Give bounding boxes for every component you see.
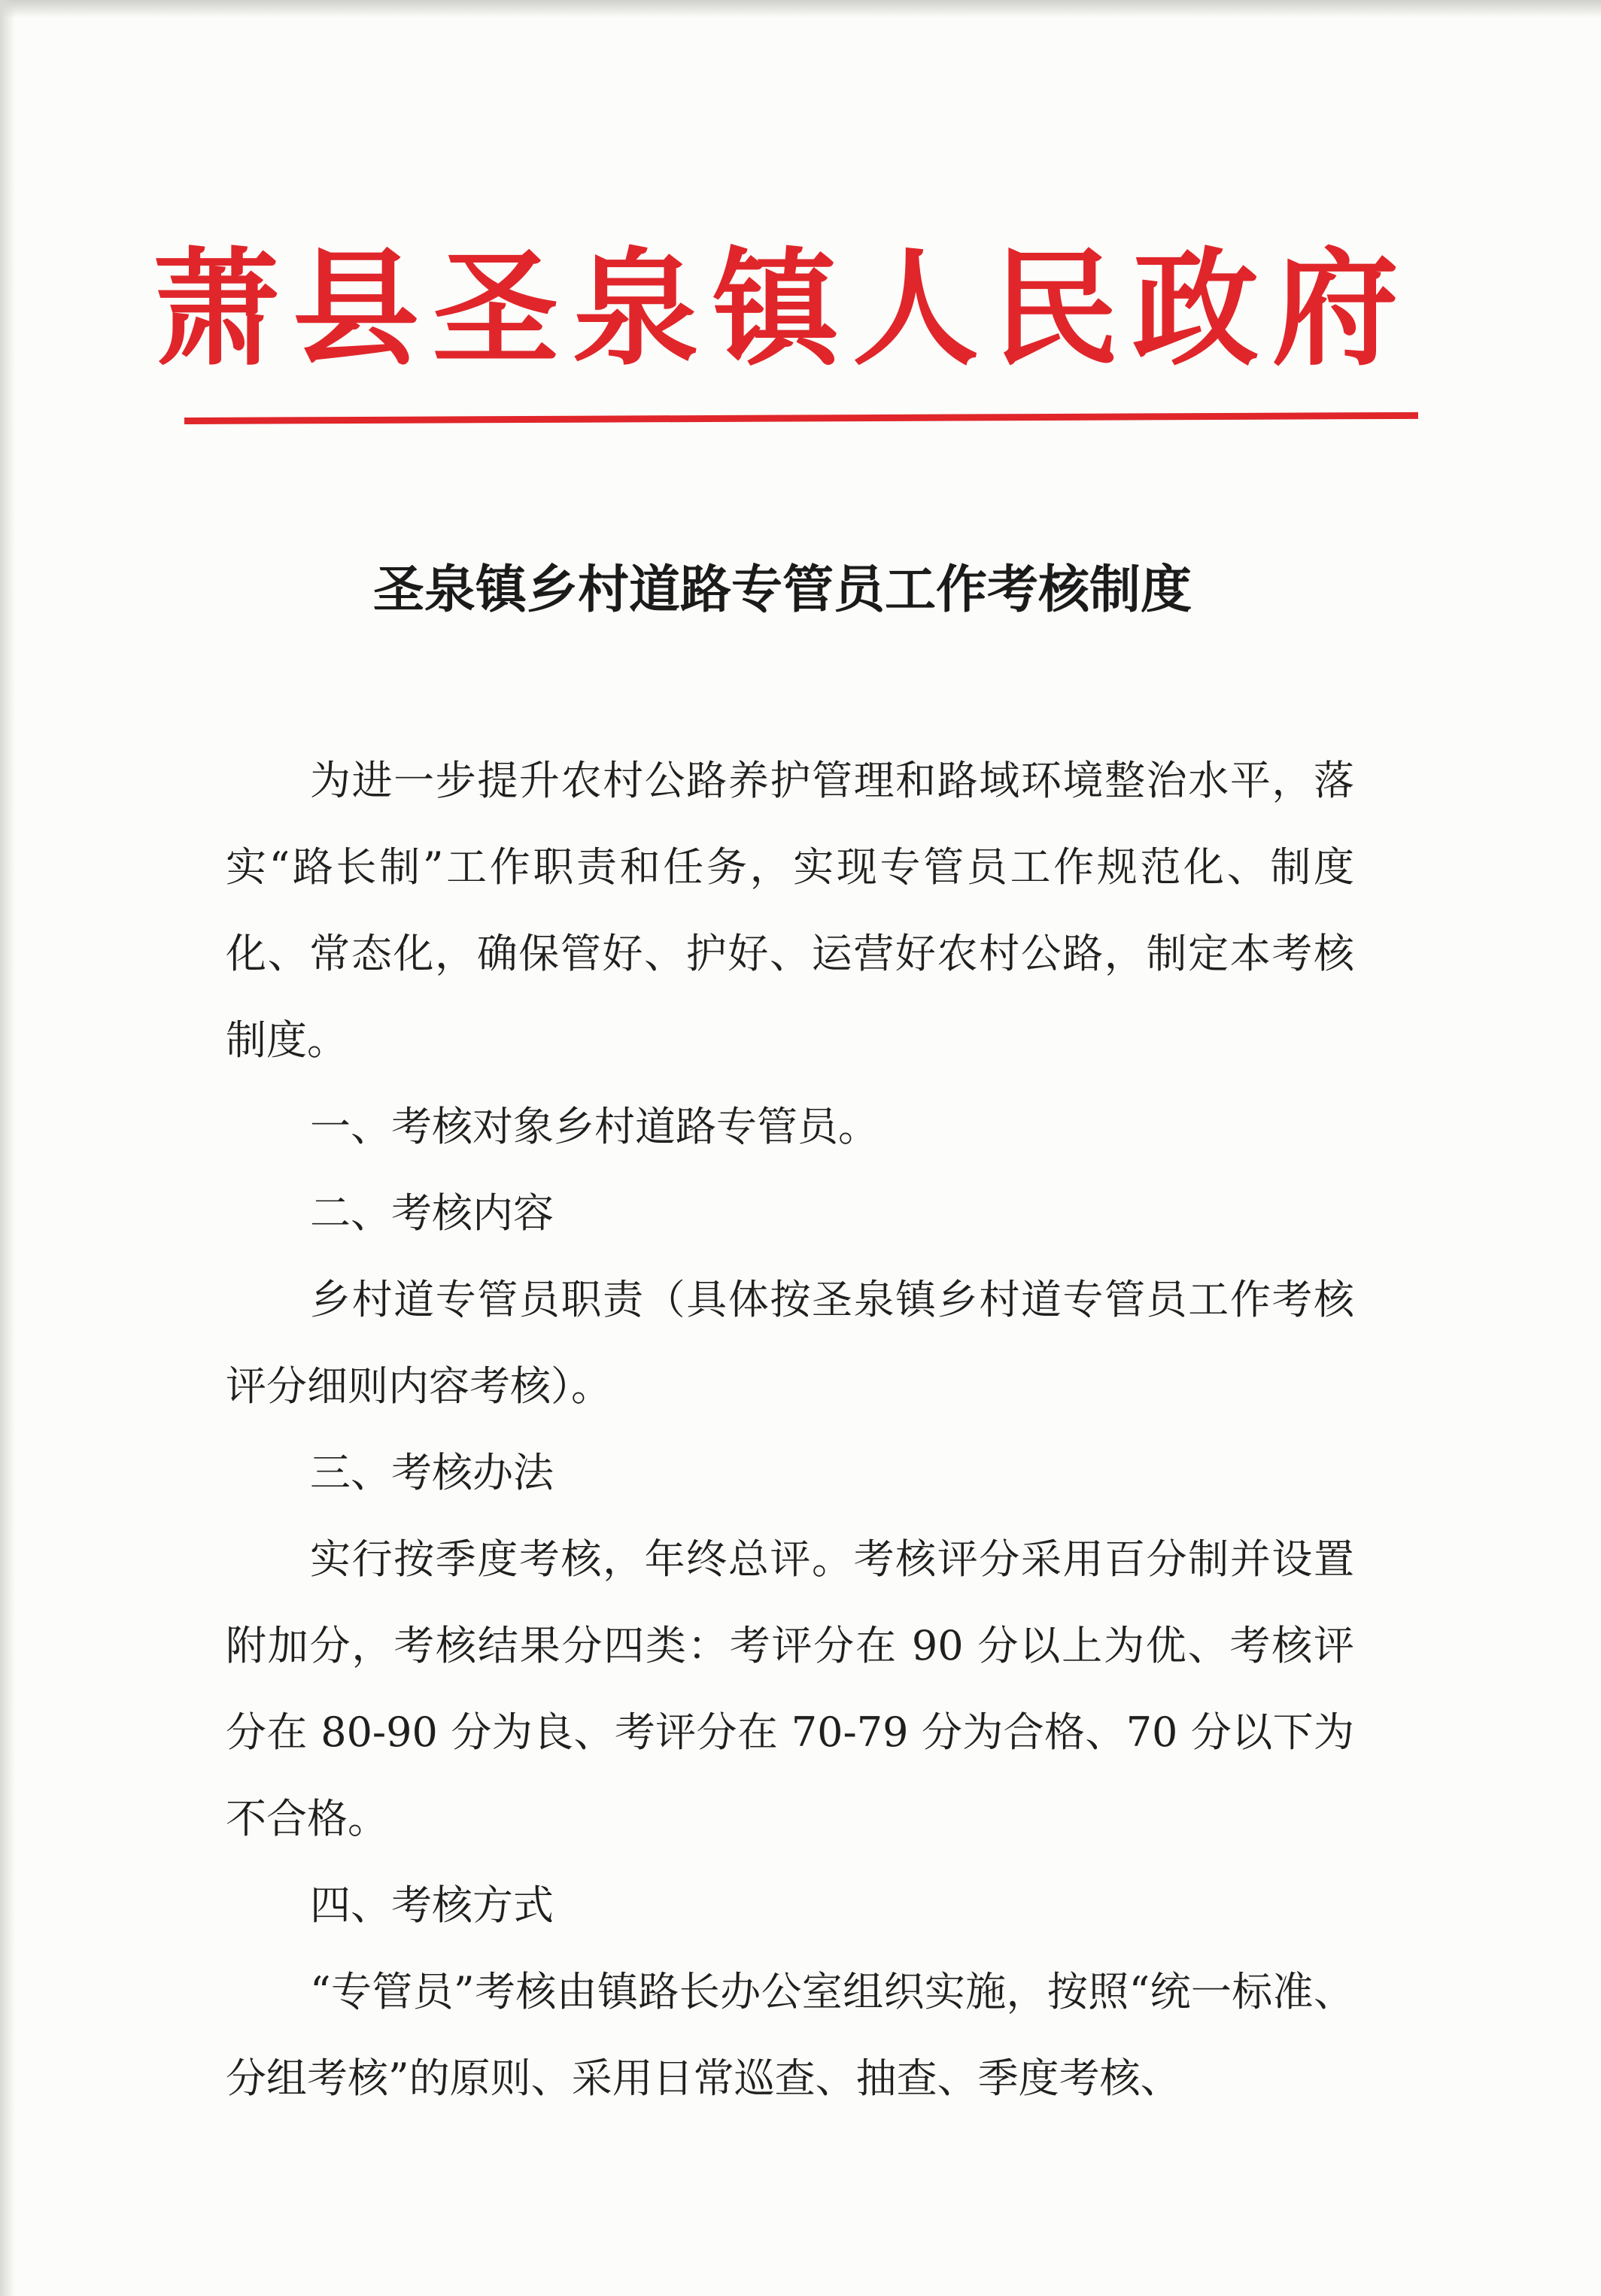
letterhead-red-rule <box>184 412 1418 424</box>
section-3-heading: 三、考核办法 <box>310 1449 554 1496</box>
section-4-paragraph: “专管员”考核由镇路长办公室组织实施，按照“统一标准、分组考核”的原则、采用日常巡查、抽查、季度考核、 <box>226 1968 1354 2102</box>
section-2-paragraph: 乡村道专管员职责（具体按圣泉镇乡村道专管员工作考核评分细则内容考核）。 <box>226 1276 1354 1410</box>
section-3-paragraph: 实行按季度考核，年终总评。考核评分采用百分制并设置附加分，考核结果分四类：考评分在 90 分以上为优、考核评分在 80-90 分为良、考评分在 70-79 分为合格、70 分以下为不合格。 <box>226 1535 1354 1842</box>
document-title: 圣泉镇乡村道路专管员工作考核制度 <box>372 560 1192 620</box>
section-4-heading: 四、考核方式 <box>310 1881 554 1929</box>
letterhead-org-name: 萧县圣泉镇人民政府 <box>153 234 1412 383</box>
intro-paragraph: 为进一步提升农村公路养护管理和路域环境整治水平，落实“路长制”工作职责和任务，实现专管员工作规范化、制度化、常态化，确保管好、护好、运营好农村公路，制定本考核制度。 <box>226 757 1354 1064</box>
section-1-heading: 一、考核对象乡村道路专管员。 <box>310 1103 879 1150</box>
section-2-heading: 二、考核内容 <box>310 1189 554 1237</box>
document-body <box>226 737 1354 2121</box>
scan-edge-top <box>0 0 1601 18</box>
scan-edge-left <box>0 0 15 2296</box>
